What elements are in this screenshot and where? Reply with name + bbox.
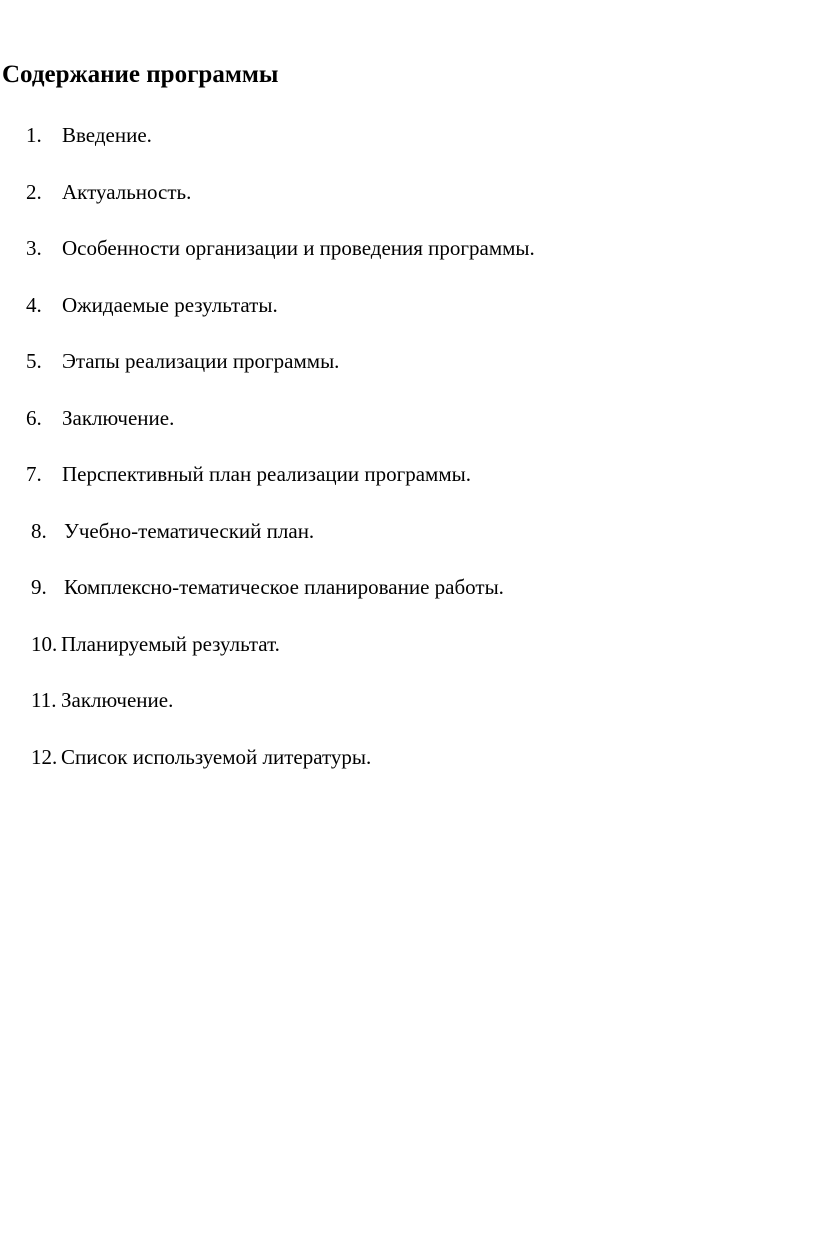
list-item — [0, 625, 816, 682]
list-item-text: Заключение. — [61, 688, 174, 712]
list-item — [0, 455, 816, 512]
list-item — [0, 286, 816, 343]
list-item-text: Особенности организации и проведения программы. — [62, 236, 535, 260]
list-item-number: 7. — [26, 462, 42, 486]
list-item — [0, 512, 816, 569]
list-item-text: Планируемый результат. — [61, 631, 280, 656]
list-item-number: 4. — [26, 292, 42, 317]
list-item-number: 9. — [31, 575, 47, 599]
list-item — [0, 738, 816, 795]
list-item-number: 11. — [31, 688, 57, 712]
list-item-number: 3. — [26, 236, 42, 260]
list-item-text: Учебно-тематический план. — [64, 518, 315, 543]
list-item — [0, 399, 816, 456]
list-item — [0, 568, 816, 625]
list-item — [0, 342, 816, 399]
page-title: Содержание программы — [2, 61, 279, 88]
list-item-text: Введение. — [62, 123, 152, 147]
list-item-number: 8. — [31, 518, 47, 543]
list-item-number: 1. — [26, 123, 42, 147]
list-item-number: 10. — [31, 631, 58, 656]
list-item-number: 6. — [26, 405, 42, 430]
list-item-text: Этапы реализации программы. — [62, 349, 340, 373]
list-item-text: Комплексно-тематическое планирование работы. — [64, 575, 504, 599]
list-item-number: 12. — [31, 744, 58, 769]
list-item-text: Ожидаемые результаты. — [62, 292, 278, 317]
list-item — [0, 229, 816, 286]
contents-list — [0, 116, 816, 794]
list-item-text: Перспективный план реализации программы. — [62, 462, 471, 486]
list-item — [0, 681, 816, 738]
list-item-text: Список используемой литературы. — [61, 744, 372, 769]
list-item-number: 5. — [26, 349, 42, 373]
list-item — [0, 173, 816, 230]
list-item-text: Актуальность. — [62, 179, 192, 204]
list-item-number: 2. — [26, 179, 42, 204]
list-item-text: Заключение. — [62, 405, 175, 430]
list-item — [0, 116, 816, 173]
